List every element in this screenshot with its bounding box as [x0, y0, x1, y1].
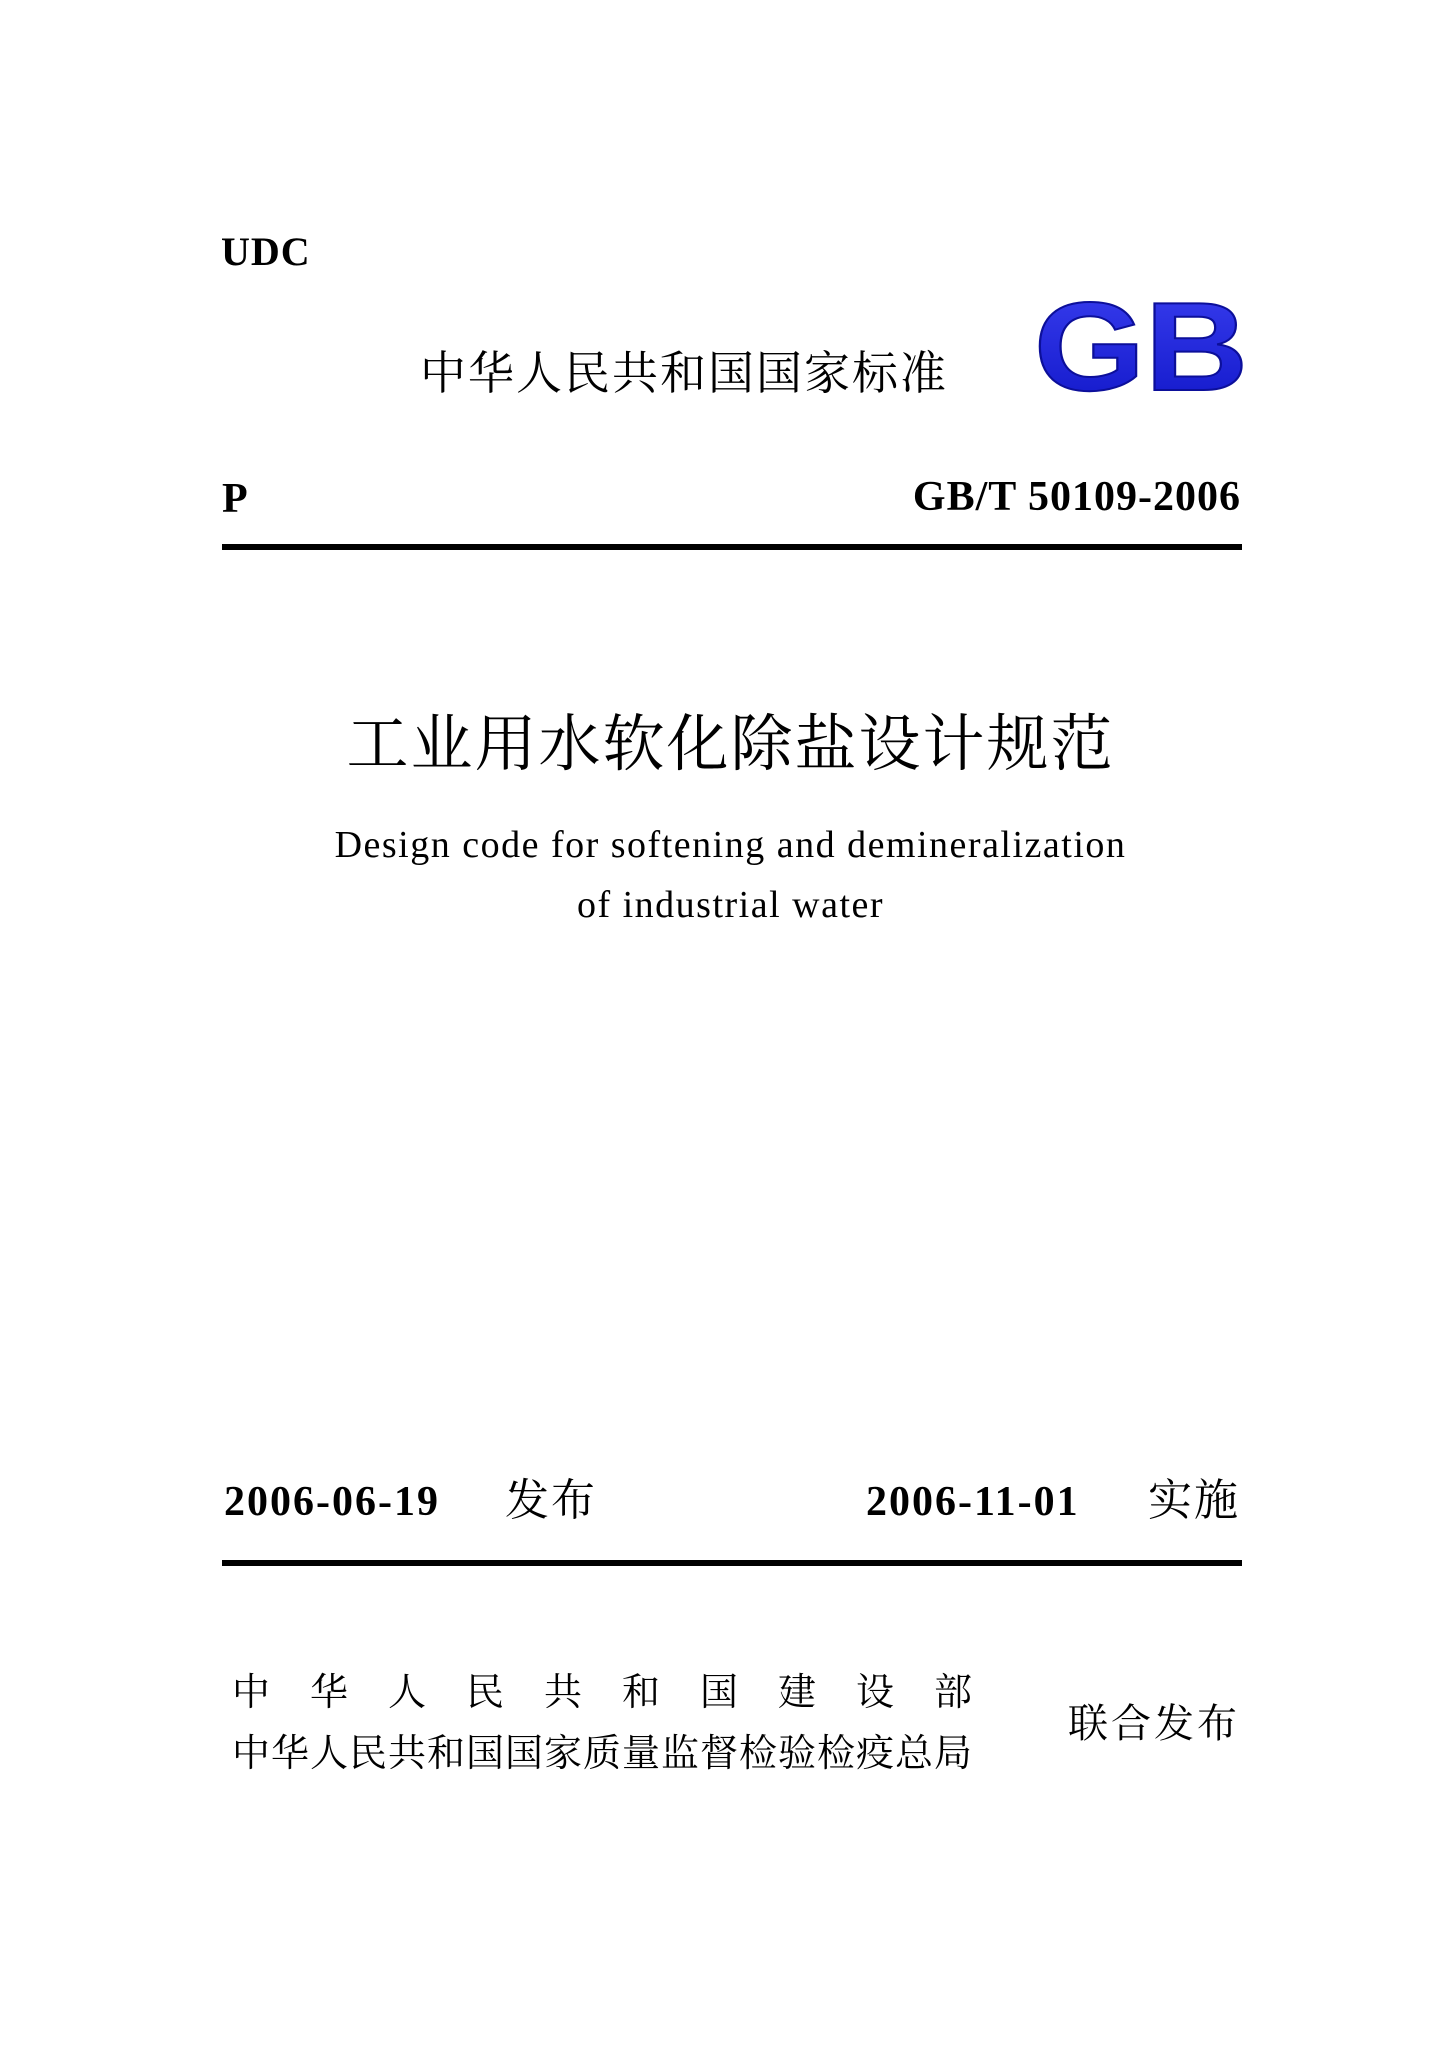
- bottom-divider: [222, 1560, 1242, 1566]
- joint-release-label: 联合发布: [1068, 1701, 1240, 1747]
- implement-date: 2006-11-01: [866, 1479, 1080, 1525]
- national-standard-heading: 中华人民共和国国家标准: [420, 346, 948, 400]
- issuer-aqsiq: 中华人民共和国国家质量监督检验检疫总局: [232, 1731, 974, 1775]
- gb-logo: [1030, 290, 1252, 400]
- publish-date: 2006-06-19: [224, 1479, 440, 1525]
- publish-label: 发布: [505, 1475, 597, 1526]
- title-chinese: 工业用水软化除盐设计规范: [346, 707, 1115, 780]
- category-code: P: [222, 476, 248, 522]
- standard-number: GB/T 50109-2006: [912, 474, 1241, 520]
- top-divider: [222, 544, 1242, 550]
- title-english-line-2: of industrial water: [576, 884, 885, 926]
- implement-label: 实施: [1148, 1475, 1240, 1526]
- issuer-ministry-of-construction: 中华人民共和国建设部: [232, 1670, 1013, 1714]
- udc-label: UDC: [221, 229, 311, 274]
- title-english-line-1: Design code for softening and demineralization: [334, 824, 1127, 866]
- gb-logo-text: GB: [1034, 290, 1248, 400]
